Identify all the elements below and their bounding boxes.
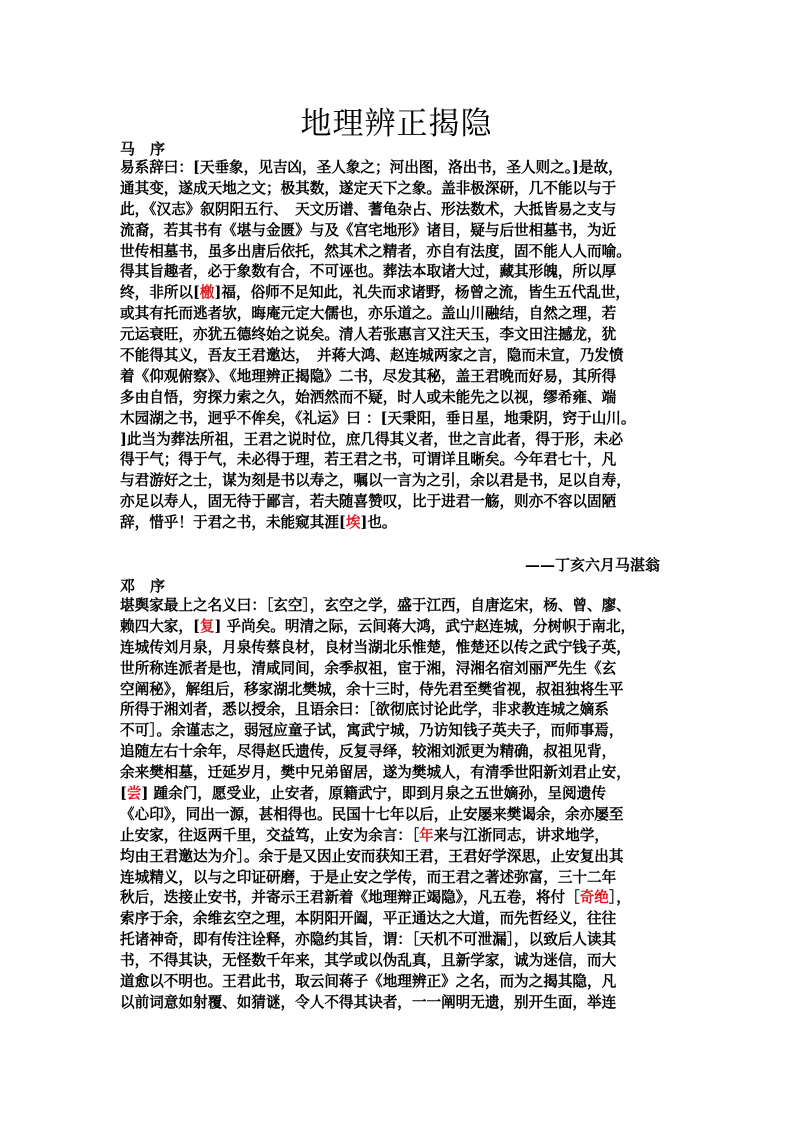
- text-segment: 世传相墓书，虽多出唐后依托，然其术之精者，亦自有法度，固不能人人而喻。: [120, 242, 631, 260]
- text-line: [120, 430, 682, 451]
- text-segment: 书，不得其诀，无怪数千年来，其学或以伪乱真，且新学家，诚为迷信，而大: [120, 952, 617, 970]
- text-segment: ] 踵余门，愿受业，止安者，原籍武宁，即到月泉之五世嫡孙，呈阅遗传: [141, 785, 606, 803]
- text-segment: 或其有托而逃者欤，晦庵元定大儒也，亦乐道之。盖山川融结，自然之理，若: [120, 305, 617, 323]
- text-line: [120, 700, 682, 721]
- text-line: [120, 450, 682, 471]
- text-segment: 《心印》，同出一源，甚相得也。民国十七年以后，止安屡来樊谒余，余亦屡至: [120, 805, 624, 823]
- text-line: [120, 972, 682, 993]
- text-line: [120, 179, 682, 200]
- text-line: [120, 388, 682, 409]
- text-segment: 辞，惜乎！于君之书，未能窥其涯[: [120, 514, 346, 532]
- text-line: [120, 659, 682, 680]
- text-line: [120, 221, 682, 242]
- text-segment: [: [120, 785, 127, 803]
- text-segment: ]也。: [360, 514, 397, 532]
- text-line: [120, 763, 682, 784]
- text-segment: 不可］。余谨志之，弱冠应童子试，寓武宁城，乃访知钱子英夫子，而师事焉，: [120, 722, 624, 740]
- text-line: [120, 262, 682, 283]
- text-line: [120, 826, 682, 847]
- text-segment: 来与江浙同志，讲求地学，: [433, 826, 609, 844]
- text-line: [120, 367, 682, 388]
- preface-ma-signature: ——丁亥六月马湛翁: [524, 556, 660, 574]
- highlighted-text: 复: [199, 617, 215, 635]
- text-line: [120, 784, 682, 805]
- text-line: [120, 888, 682, 909]
- text-segment: 此，《汉志》叙阴阳五行、 天文历谱、蓍龟杂占、形法数术，大抵皆易之支与: [120, 200, 617, 218]
- text-line: [120, 909, 682, 930]
- text-segment: 空阐秘》，解组后，移家湖北樊城，余十三时，侍先君至樊省视，叔祖独将生平: [120, 680, 624, 698]
- text-segment: 世所称连派者是也，清咸同间，余季叔祖，宦于湘，浔湘名宿刘丽严先生《玄: [120, 659, 617, 677]
- text-line: [120, 805, 682, 826]
- text-line: [120, 742, 682, 763]
- text-segment: 通其变，遂成天地之文；极其数，遂定天下之象。盖非极深研，几不能以与于: [120, 179, 617, 197]
- text-line: [120, 409, 682, 430]
- text-segment: 堪舆家最上之名义曰：［玄空］，玄空之学，盛于江西，自唐迄宋，杨、曾、廖、: [120, 597, 631, 614]
- text-segment: 索序于余，余维玄空之理，本阴阳开阖，平正通达之大道，而先哲经义，往往: [120, 910, 617, 928]
- text-segment: 秋后，迭接止安书，并寄示王君新着《地理辩正竭隐》，凡五卷，将付［: [120, 889, 580, 907]
- text-segment: 托诸神奇，即有传注诠释，亦隐约其旨，谓：［天机不可泄漏］，以致后人读其: [120, 931, 617, 949]
- text-line: [120, 993, 682, 1014]
- text-line: [120, 158, 682, 179]
- text-line: [120, 721, 682, 742]
- text-segment: 得于气；得于气，未必得于理，若王君之书，可谓详且晰矣。今年君七十，凡: [120, 451, 617, 469]
- text-segment: 亦足以寿人，固无待于鄙言，若夫随喜赞叹，比于进君一觞，则亦不容以固陋: [120, 493, 617, 511]
- highlighted-text: 奇绝: [579, 889, 609, 907]
- text-line: [120, 283, 682, 304]
- text-segment: ] 乎尚矣。明清之际，云间蒋大鸿，武宁赵连城，分树帜于南北，: [214, 617, 636, 635]
- text-segment: 与君游好之士，谋为刻是书以寿之，嘱以一言为之引，余以君是书，足以自寿，: [120, 472, 631, 490]
- preface-ma-body: [120, 158, 682, 534]
- text-line: [120, 242, 682, 263]
- text-segment: 以前词意如射覆、如猜谜，令人不得其诀者，一一阐明无遗，别开生面，举连: [120, 993, 617, 1011]
- text-segment: 连城精义，以与之印证研磨，于是止安之学传，而王君之著述弥富，三十二年: [120, 868, 617, 886]
- text-segment: 止安家，往返两千里，交益笃，止安为余言：［: [120, 826, 420, 844]
- text-line: [120, 304, 682, 325]
- text-segment: ]福，俗师不足知此，礼失而求诸野，杨曾之流，皆生五代乱世，: [214, 284, 631, 302]
- text-segment: 得其旨趣者，必于象数有合，不可诬也。葬法本取诸大过，藏其形魄，所以厚: [120, 263, 617, 281]
- text-line: [120, 680, 682, 701]
- highlighted-text: 檄: [199, 284, 215, 302]
- document-title: 地理辨正揭隐: [300, 106, 493, 142]
- section-heading-ma: 马 序: [120, 140, 166, 158]
- text-segment: ]此当为葬法所祖，王君之说时位，庶几得其义者，世之言此者，得于形，未必: [120, 430, 624, 448]
- text-line: [120, 325, 682, 346]
- highlighted-text: 尝: [126, 785, 142, 803]
- text-line: [120, 617, 682, 638]
- highlighted-text: 年: [419, 826, 434, 844]
- text-segment: 木园湖之书，迥乎不侔矣，《礼运》曰 ：[天秉阳，垂日星，地秉阴，窍于山川。: [120, 409, 636, 427]
- section-heading-deng: 邓 序: [120, 577, 166, 595]
- text-line: [120, 492, 682, 513]
- text-segment: 不能得其义，吾友王君邀达， 并蒋大鸿、赵连城两家之言，隐而未宣，乃发愤: [120, 347, 624, 365]
- text-segment: 余来樊相墓，迁延岁月，樊中兄弟留居，遂为樊城人，有清季世阳新刘君止安，: [120, 764, 631, 782]
- text-line: [120, 930, 682, 951]
- text-line: [120, 513, 682, 534]
- text-segment: ］，: [608, 889, 631, 907]
- text-segment: 赖四大家，[: [120, 617, 200, 635]
- highlighted-text: 埃: [345, 514, 361, 532]
- text-segment: 元运衰旺，亦犹五德终始之说矣。清人若张惠言又注天玉，李文田注撼龙，犹: [120, 326, 617, 344]
- text-segment: 连城传刘月泉，月泉传蔡良材，良材当湖北乐惟楚，惟楚还以传之武宁钱子英，: [120, 638, 631, 656]
- text-line: [120, 596, 682, 617]
- text-segment: 追随左右十余年，尽得赵氏遗传，反复寻绎，较湘刘派更为精确，叔祖见背，: [120, 743, 617, 761]
- text-line: [120, 868, 682, 889]
- text-segment: 易系辞曰：[天垂象，见吉凶，圣人象之；河出图，洛出书，圣人则之。]是故，: [120, 159, 623, 176]
- text-segment: 道愈以不明也。王君此书，取云间蒋子《地理辨正》之名，而为之揭其隐，凡: [120, 973, 617, 991]
- text-segment: 流裔，若其书有《堪与金匮》与及《宫宅地形》诸目，疑与后世相墓书，为近: [120, 221, 617, 239]
- text-line: [120, 951, 682, 972]
- text-segment: 着《仰观俯察》、《地理辨正揭隐》二书，尽发其秘，盖王君晚而好易，其所得: [120, 367, 617, 385]
- text-line: [120, 638, 682, 659]
- text-segment: 多由自悟，穷探力索之久，始洒然而不疑，时人或未能先之以视，缪希雍、端: [120, 388, 617, 406]
- text-line: [120, 847, 682, 868]
- text-line: [120, 471, 682, 492]
- text-segment: 均由王君邀达为介］。余于是又因止安而获知王君，王君好学深思，止安复出其: [120, 847, 624, 865]
- text-line: [120, 200, 682, 221]
- text-segment: 终，非所以[: [120, 284, 200, 302]
- text-line: [120, 346, 682, 367]
- text-segment: 所得于湘刘者，悉以授余，且语余曰：［欲彻底讨论此学，非求教连城之嫡系: [120, 701, 609, 719]
- preface-deng-body: [120, 596, 682, 1014]
